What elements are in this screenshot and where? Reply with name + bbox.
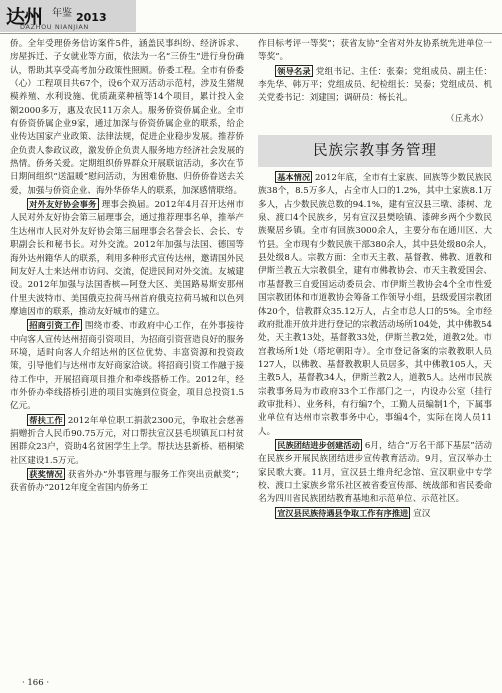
- section-title: 民族宗教事务管理: [258, 135, 492, 167]
- paragraph-text: 理事会换届。2012年4月召开达州市人民对外友好协会第三届理事会，通过推荐理事名单，推举产生达州市人民对外友好协会第三届理事会名誉会长、会长、专职副会长和秘书长。对外交流。2012年加强与法国、德国等海外达州籍华人的联系，利用多种形式宣传达州，邀请国外民间友好人士来达州市访问、交流，促进民间对外交流。友城建设。2012年加强与法国香槟—阿登大区、美国路易斯安那州什里夫波特市、美国俄克拉荷马州首府俄克拉荷马城和以色列摩迪因市的联系，推动友好城市的建立。: [10, 200, 244, 317]
- paragraph: [258, 65, 492, 106]
- paragraph-tag: 获奖情况: [29, 469, 63, 479]
- header-rule: [0, 33, 502, 34]
- author-credit: （丘兆水）: [446, 112, 488, 123]
- paragraph: [10, 198, 244, 319]
- page-number: · 166 ·: [22, 678, 50, 688]
- paragraph-tag: 招商引资工作: [29, 320, 80, 331]
- paragraph-text: 作目标考评一等奖”；获省友协“全省对外友协系统先进单位一等奖”。: [258, 39, 492, 63]
- paragraph-text: 党组书记、主任：张秦；党组成员、副主任：李先华、韩万平；党组成员、纪检组长：吴泰；党组成员、机关党委书记：刘建国；调研员：杨长礼。: [258, 66, 492, 104]
- paragraph: [10, 414, 244, 468]
- paragraph-tag: 帮扶工作: [29, 414, 63, 425]
- paragraph: [10, 319, 244, 413]
- paragraph-tag: 基本情况: [277, 172, 311, 183]
- paragraph-tag: 宣汉县民族待遇县争取工作有序推进: [277, 507, 409, 518]
- paragraph-tag: 民族团结进步创建活动: [277, 439, 360, 450]
- paragraph: [258, 439, 492, 507]
- paragraph-tag: 对外友好协会事务: [29, 199, 97, 210]
- paragraph-text: 2012年单位职工捐款2300元，争取社会慈善捐赠折合人民币90.75万元，对口帮扶宣汉县毛坝镇瓦口村贫困群众23户，资助4名贫困学生上学。帮扶达县新桥、梧桐梁社区建设1.5万元。: [10, 415, 244, 466]
- yearbook-year: 2013: [76, 11, 107, 24]
- paragraph-text: 侨。全年受理侨务信访案件5件，涵盖民事纠纷、经济诉求、房屋拆迁、子女就业等方面，依法为一名“三侨生”进行身份确认，帮助其享受高考加分政策性照顾。侨委工程。全市有侨委（心）工程项目共67个，设6个双万活动示范村，涉及生猪规模养殖、水利设施、优质蔬菜种植等14个项目，累计投入金额2000多万，惠及农民11万余人。服务侨资侨属企业。全市有侨资侨属企业9家，通过加深与侨资侨属企业的联系，给企业传达国家产业政策、法律法规，促进企业稳步发展。推荐侨企负责人参政议政，激发侨企负责人服务地方经济社会发展的热情。侨务关爱。定期组织侨界群众开展联谊活动，多次在节日期间组织“送温暖”慰问活动，为困难侨胞、归侨侨眷送去关爱，加强与侨资企业、海外华侨华人的联系，加深感情联络。: [10, 39, 244, 196]
- paragraph-text: 2012年底，全市有土家族、回族等少数民族民族38个，8.5万多人，占全市人口的1.2%，其中土家族8.1万多人，占少数民族总数的94.1%，建有宣汉县三墩、漆树、龙泉、渡口4个民族乡，另有宣汉县樊哙镇、漆碑乡两个少数民族聚居乡镇。全市有回族3000余人，主要分布在通川区、大竹县。全市现有少数民族干部380余人，其中县处级80余人，县处级8人。宗教方面：全市天主教、基督教、佛教、道教和伊斯兰教五大宗教俱全，建有市佛教协会、市天主教爱国会、市基督教三自爱国运动委员会、市伊斯兰教协会4个全市性爱国宗教团体和市道教协会筹备工作领导小组，县级爱国宗教团体20个，信教群众35.12万人，占全市总人口的5%。全市经政府批准开放并进行登记的宗教活动场所104处，其中佛教54处，天主教13处，基督教33处，伊斯兰教2处，道教2处。市宫教场所1处（塔坨朝阳寺）。全市登记备案的宗教教职人员127人，以佛教、基督教教职人员居多，其中佛教105人，天主教5人，基督教34人，伊斯兰教2人，道教5人。达州市民族宗教事务局为市政府33个工作部门之一，内设办公室（挂行政审批科）、业务科，有行编7个，工勤人员编制1个，下属事业单位有达州市宗教事务中心，事编4个，实际在岗人员11人。: [258, 173, 492, 437]
- paragraph-text: 6月，结合“万名干部下基层”活动在民族乡开展民族团结进步宣传教育活动。9月，宣汉举办土家民歌大赛。11月，宣汉县土维舟纪念馆、宣汉职业中专学校、渡口土家族乡常乐社区被省委宣传部、统战部和省民委命名为四川省民族团结教育基地和示范单位、示范社区。: [258, 440, 492, 505]
- paragraph-text: 围绕市委、市政府中心工作，在外事接待中向客人宣传达州招商引资项目，为招商引资营造良好的服务环境，适时向客人介绍达州的区位优势、丰富资源和投资政策，引导他们与达州市友好商家洽谈。将招商引资工作融于接待工作中，开展招商项目推介和牵线搭桥工作。2012年，经市外侨办牵线搭桥引进的项目实施到位资金，项目总投资1.5亿元。: [10, 321, 244, 412]
- paragraph-text: 获省外办“外事管理与服务工作突出贡献奖”；获省侨办“2012年度全省国内侨务工: [10, 470, 244, 494]
- paragraph: [10, 468, 244, 496]
- left-column: [10, 38, 244, 496]
- yearbook-title: 达州: [6, 6, 43, 28]
- paragraph: [10, 38, 244, 198]
- paragraph-tag: 领导名录: [277, 65, 311, 76]
- page-header: [0, 0, 502, 34]
- paragraph: [258, 171, 492, 439]
- yearbook-english-title: DAZHOU NIANJIAN: [20, 23, 89, 31]
- paragraph: [258, 38, 492, 65]
- paragraph-text: 宣汉: [413, 508, 431, 519]
- paragraph: [258, 507, 492, 521]
- right-column: [258, 38, 492, 521]
- yearbook-subtitle: 年鉴: [52, 8, 72, 19]
